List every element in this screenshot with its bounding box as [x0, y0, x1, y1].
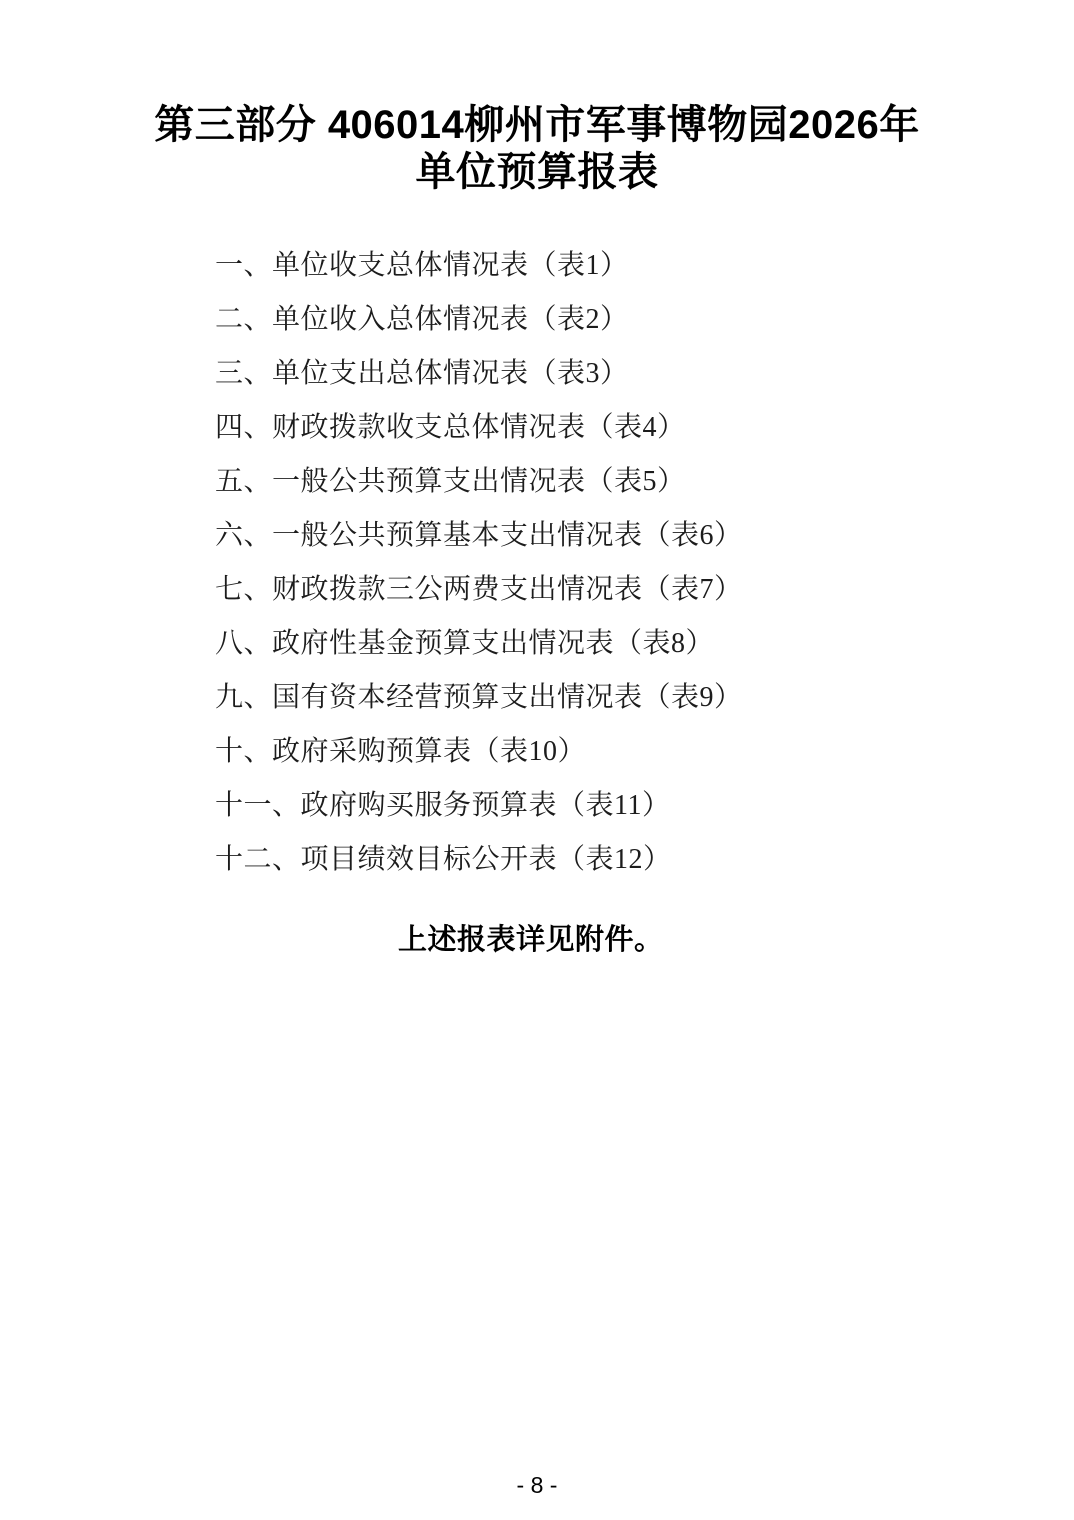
- toc-list: [215, 239, 1014, 887]
- toc-item-4: 四、财政拨款收支总体情况表（表4）: [215, 412, 686, 443]
- toc-item-3: 三、单位支出总体情况表（表3）: [215, 358, 629, 389]
- toc-item-8: 八、政府性基金预算支出情况表（表8）: [215, 628, 715, 659]
- page-title-line-2: 单位预算报表: [415, 150, 659, 194]
- page-number: - 8 -: [516, 1472, 558, 1498]
- note-text: 上述报表详见附件。: [398, 924, 664, 956]
- toc-item-9: 九、国有资本经营预算支出情况表（表9）: [215, 682, 743, 713]
- toc-item-6: 六、一般公共预算基本支出情况表（表6）: [215, 520, 743, 551]
- toc-item-1: 一、单位收支总体情况表（表1）: [215, 250, 629, 281]
- page-title: [0, 102, 1074, 196]
- toc-item-11: 十一、政府购买服务预算表（表11）: [215, 790, 671, 821]
- page-title-line-1: 第三部分 406014柳州市军事博物园2026年: [154, 103, 920, 147]
- toc-item-5: 五、一般公共预算支出情况表（表5）: [215, 466, 686, 497]
- toc-item-12: 十二、项目绩效目标公开表（表12）: [215, 844, 672, 875]
- toc-item-7: 七、财政拨款三公两费支出情况表（表7）: [215, 574, 743, 605]
- toc-item-10: 十、政府采购预算表（表10）: [215, 736, 587, 767]
- toc-item-2: 二、单位收入总体情况表（表2）: [215, 304, 629, 335]
